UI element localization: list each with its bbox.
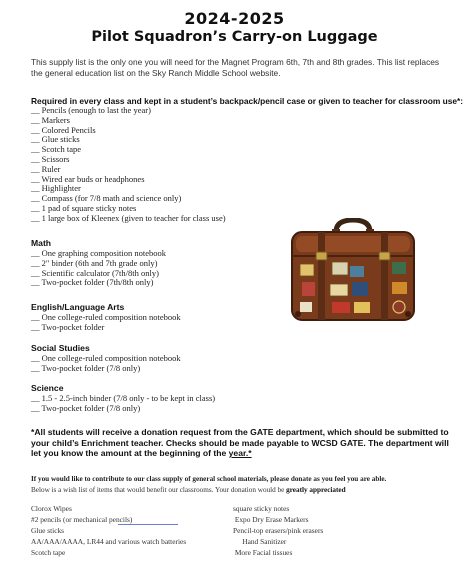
list-item: __ 1.5 - 2.5-inch binder (7/8 only - to be kept in class) xyxy=(31,393,216,403)
list-item: __ 2" binder (6th and 7th grade only) xyxy=(31,257,158,268)
list-item: __ One graphing composition notebook xyxy=(31,248,167,258)
list-item: Glue sticks xyxy=(31,526,65,535)
social-studies-list xyxy=(31,354,181,374)
list-item: __ Two-pocket folder (7/8 only) xyxy=(31,362,141,373)
social-studies-heading: Social Studies xyxy=(31,343,90,353)
list-item: Expo Dry Erase Markers xyxy=(233,515,309,524)
list-item: Hand Sanitizer xyxy=(233,537,287,546)
list-item: More Facial tissues xyxy=(233,548,293,557)
list-item: __ Scissors xyxy=(31,153,70,164)
wish-list-intro-bold: greatly appreciated xyxy=(286,486,346,494)
list-item: Scotch tape xyxy=(31,548,66,557)
required-list xyxy=(31,106,226,224)
list-item: __ 1 pad of square sticky notes xyxy=(31,202,137,213)
list-item: __ Markers xyxy=(31,114,70,125)
required-heading: Required in every class and kept in a student’s backpack/pencil case or given to teacher for classroom use*: xyxy=(31,96,464,106)
math-heading: Math xyxy=(31,238,52,248)
list-item: __ Two-pocket folder (7/8 only) xyxy=(31,402,141,413)
science-heading: Science xyxy=(31,383,64,393)
list-item: Clorox Wipes xyxy=(31,504,72,513)
page-title: Pilot Squadron’s Carry-on Luggage xyxy=(91,29,378,45)
list-item: __ One college-ruled composition notebook xyxy=(31,312,181,322)
list-item: AA/AAA/AAAA, LR44 and various watch batteries xyxy=(31,537,187,546)
wish-list-intro xyxy=(31,486,461,494)
wishlist-left-column xyxy=(31,503,186,558)
gate-note xyxy=(31,427,461,459)
year-title: 2024-2025 xyxy=(184,9,285,28)
ela-list xyxy=(31,313,181,333)
list-item: __ Highlighter xyxy=(31,183,81,194)
list-item: square sticky notes xyxy=(233,504,290,513)
spellcheck-underline xyxy=(118,524,178,525)
science-list xyxy=(31,394,215,414)
list-item: __ 1 large box of Kleenex (given to teacher for class use) xyxy=(31,212,226,223)
list-item: __ Ruler xyxy=(31,163,61,174)
wish-list-intro-text: Below is a wish list of items that would benefit our classrooms. Your donation would be xyxy=(31,486,287,494)
list-item: __ Pencils (enough to last the year) xyxy=(31,105,151,115)
suitcase-illustration xyxy=(288,218,418,326)
gate-note-text: *All students will receive a donation request from the GATE department, which should be submitted to your child’s Enrichment teacher. Checks should be made payable to WCSD GATE. The department will let you know the amount at the beginning of the xyxy=(31,427,449,459)
list-item: __ Wired ear buds or headphones xyxy=(31,173,145,184)
list-item: __ Scotch tape xyxy=(31,144,82,155)
list-item: Pencil-top erasers/pink erasers xyxy=(233,526,324,535)
list-item: __ Compass (for 7/8 math and science only) xyxy=(31,193,182,204)
ela-heading: English/Language Arts xyxy=(31,302,125,312)
math-list xyxy=(31,249,166,288)
list-item: __ Two-pocket folder (7th/8th only) xyxy=(31,277,154,288)
intro-paragraph: This supply list is the only one you will need for the Magnet Program 6th, 7th and 8th grades. This list replaces the general education list on the Sky Ranch Middle School website. xyxy=(31,57,440,78)
wishlist-right-column xyxy=(233,503,323,558)
list-item: __ Scientific calculator (7th/8th only) xyxy=(31,267,159,278)
list-item: #2 pencils (or mechanical pencils) xyxy=(31,515,133,524)
list-item: __ One college-ruled composition notebook xyxy=(31,353,181,363)
list-item: __ Colored Pencils xyxy=(31,124,96,135)
gate-note-underlined: year.* xyxy=(228,448,252,459)
list-item: __ Glue sticks xyxy=(31,134,80,145)
donation-request: If you would like to contribute to our class supply of general school materials, please donate as you feel you are able. xyxy=(31,475,387,483)
list-item: __ Two-pocket folder xyxy=(31,321,105,332)
